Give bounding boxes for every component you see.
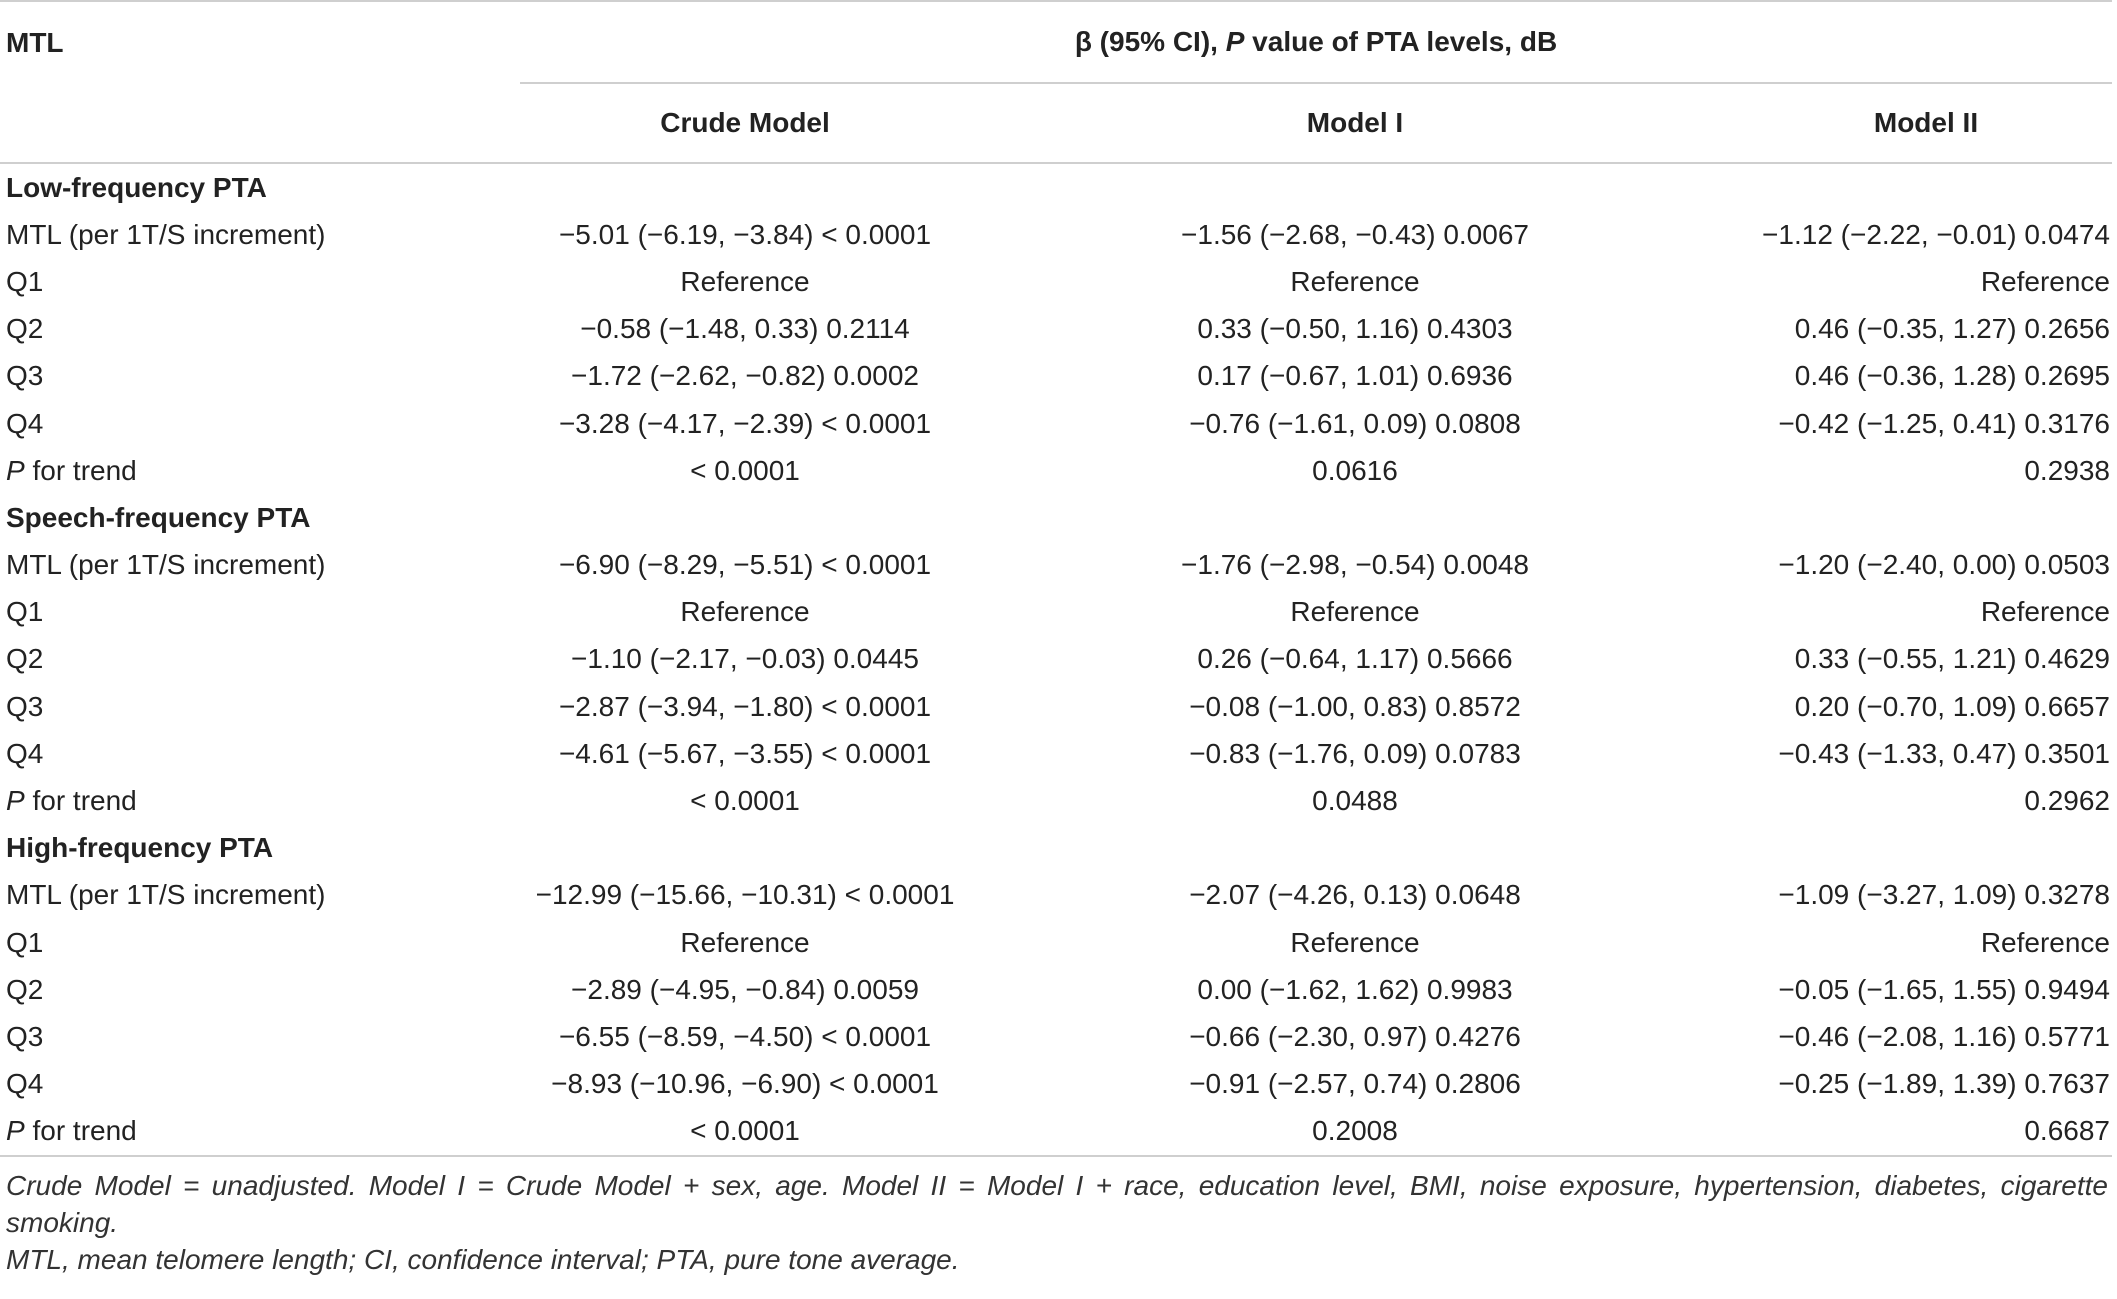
model-i-cell: 0.33 (−0.50, 1.16) 0.4303 [1197, 313, 1513, 345]
row-label: Q4 [6, 737, 44, 769]
header-span-title [520, 2, 2112, 83]
model-ii-cell: −0.05 (−1.65, 1.55) 0.9494 [1778, 973, 2110, 1005]
crude-model-cell: −1.72 (−2.62, −0.82) 0.0002 [571, 360, 919, 392]
table-row [0, 872, 2112, 919]
model-ii-cell: 0.2962 [2024, 785, 2110, 817]
row-label-rest: for trend [24, 1115, 137, 1147]
table-row [0, 730, 2112, 777]
model-ii-cell: 0.6687 [1740, 1108, 2112, 1156]
model-i-cell: 0.26 (−0.64, 1.17) 0.5666 [1197, 643, 1513, 675]
model-ii-cell: −0.46 (−2.08, 1.16) 0.5771 [1778, 1020, 2110, 1052]
row-label [0, 777, 520, 824]
table-row [0, 258, 2112, 305]
section-header-row [0, 163, 2112, 211]
crude-model-cell: −8.93 (−10.96, −6.90) < 0.0001 [551, 1068, 939, 1100]
table-row [0, 1013, 2112, 1060]
crude-model-cell: Reference [680, 265, 810, 297]
row-label: Q2 [6, 973, 44, 1005]
section-title: Speech-frequency PTA [6, 501, 311, 533]
model-ii-cell: 0.46 (−0.35, 1.27) 0.2656 [1794, 313, 2110, 345]
model-i-cell: −2.07 (−4.26, 0.13) 0.0648 [1189, 879, 1521, 911]
header-crude-model: Crude Model [520, 83, 970, 163]
model-i-cell: −0.66 (−2.30, 0.97) 0.4276 [1189, 1020, 1521, 1052]
table-row [0, 683, 2112, 730]
model-i-cell: 0.00 (−1.62, 1.62) 0.9983 [1197, 973, 1513, 1005]
crude-model-cell: −6.55 (−8.59, −4.50) < 0.0001 [558, 1020, 932, 1052]
crude-model-cell: −2.89 (−4.95, −0.84) 0.0059 [571, 973, 919, 1005]
header-row-2 [0, 83, 2112, 163]
model-i-cell: 0.0488 [1312, 785, 1398, 817]
model-ii-cell: Reference [1980, 926, 2110, 958]
footnote-abbreviations: MTL, mean telomere length; CI, confidence interval; PTA, pure tone average. [6, 1243, 960, 1275]
model-i-cell: Reference [1290, 926, 1420, 958]
header-row-1 [0, 2, 2112, 83]
model-i-cell: 0.0616 [1312, 454, 1398, 486]
model-ii-cell: −1.09 (−3.27, 1.09) 0.3278 [1778, 879, 2110, 911]
table-row [0, 353, 2112, 400]
model-i-cell: −0.91 (−2.57, 0.74) 0.2806 [1189, 1068, 1521, 1100]
table-row [0, 777, 2112, 824]
row-label-rest: for trend [24, 454, 137, 486]
row-label-italic: P [6, 1115, 25, 1147]
crude-model-cell: Reference [680, 926, 810, 958]
section-title: Low-frequency PTA [6, 171, 267, 203]
row-label: Q3 [6, 1020, 44, 1052]
row-label: Q3 [6, 360, 44, 392]
model-ii-cell: −1.12 (−2.22, −0.01) 0.0474 [1762, 218, 2110, 250]
crude-model-cell: −5.01 (−6.19, −3.84) < 0.0001 [558, 218, 932, 250]
row-label: Q1 [6, 596, 44, 628]
crude-model-cell: Reference [680, 596, 810, 628]
crude-model-cell: −6.90 (−8.29, −5.51) < 0.0001 [558, 549, 932, 581]
model-i-cell: −1.76 (−2.98, −0.54) 0.0048 [1181, 549, 1529, 581]
row-label: Q4 [6, 1068, 44, 1100]
table-row [0, 1061, 2112, 1108]
header-span-rest: value of PTA levels, dB [1244, 26, 1558, 57]
table-row [0, 589, 2112, 636]
model-ii-cell: 0.46 (−0.36, 1.28) 0.2695 [1794, 360, 2110, 392]
model-i-cell: Reference [1290, 596, 1420, 628]
row-label: Q3 [6, 690, 44, 722]
row-label: Q1 [6, 926, 44, 958]
crude-model-cell: < 0.0001 [690, 454, 800, 486]
section-header-row [0, 494, 2112, 541]
model-i-cell: −0.76 (−1.61, 0.09) 0.0808 [1189, 407, 1521, 439]
crude-model-cell: −2.87 (−3.94, −1.80) < 0.0001 [558, 690, 932, 722]
row-label [0, 1108, 520, 1156]
table-row [0, 636, 2112, 683]
section-title: High-frequency PTA [6, 832, 274, 864]
model-ii-cell: 0.20 (−0.70, 1.09) 0.6657 [1794, 690, 2110, 722]
section-header-row [0, 825, 2112, 872]
row-label: Q1 [6, 265, 44, 297]
row-label: Q4 [6, 407, 44, 439]
crude-model-cell: < 0.0001 [690, 785, 800, 817]
table-body [0, 163, 2112, 1156]
row-label: Q2 [6, 643, 44, 675]
model-ii-cell: 0.33 (−0.55, 1.21) 0.4629 [1794, 643, 2110, 675]
crude-model-cell: −12.99 (−15.66, −10.31) < 0.0001 [535, 879, 955, 911]
table-row [0, 966, 2112, 1013]
model-ii-cell: 0.2938 [2024, 454, 2110, 486]
table-row [0, 211, 2112, 258]
table-row [0, 1108, 2112, 1156]
model-i-cell: 0.17 (−0.67, 1.01) 0.6936 [1197, 360, 1513, 392]
table-row [0, 306, 2112, 353]
model-ii-cell: Reference [1980, 265, 2110, 297]
model-i-cell: −0.08 (−1.00, 0.83) 0.8572 [1189, 690, 1521, 722]
crude-model-cell: −0.58 (−1.48, 0.33) 0.2114 [580, 313, 910, 345]
model-ii-cell: Reference [1980, 596, 2110, 628]
row-label [0, 447, 520, 494]
row-label: MTL (per 1T/S increment) [6, 549, 326, 581]
header-blank [0, 83, 520, 163]
table-footnote [0, 1157, 2112, 1278]
model-i-cell: −1.56 (−2.68, −0.43) 0.0067 [1181, 218, 1529, 250]
row-label: MTL (per 1T/S increment) [6, 879, 326, 911]
header-model-i: Model I [970, 83, 1740, 163]
row-label-rest: for trend [24, 785, 137, 817]
table-row [0, 400, 2112, 447]
row-label: Q2 [6, 313, 44, 345]
model-ii-cell: −0.43 (−1.33, 0.47) 0.3501 [1778, 737, 2110, 769]
model-ii-cell: −1.20 (−2.40, 0.00) 0.0503 [1778, 549, 2110, 581]
model-ii-cell: −0.42 (−1.25, 0.41) 0.3176 [1778, 407, 2110, 439]
model-ii-cell: −0.25 (−1.89, 1.39) 0.7637 [1778, 1068, 2110, 1100]
model-i-cell: Reference [1290, 265, 1420, 297]
header-span-p: P [1225, 26, 1245, 57]
crude-model-cell: −3.28 (−4.17, −2.39) < 0.0001 [558, 407, 932, 439]
row-label-italic: P [6, 454, 25, 486]
footnote-models: Crude Model = unadjusted. Model I = Crude Model + sex, age. Model II = Model I + race, education level, BMI, noise exposure, hypertension, diabetes, cigarette smoking. [6, 1169, 2108, 1238]
table-row [0, 542, 2112, 589]
crude-model-cell: < 0.0001 [520, 1108, 970, 1156]
header-mtl: MTL [6, 26, 64, 58]
model-i-cell: −0.83 (−1.76, 0.09) 0.0783 [1189, 737, 1521, 769]
model-i-cell: 0.2008 [970, 1108, 1740, 1156]
header-span-beta: β (95% CI), [1074, 26, 1226, 57]
crude-model-cell: −1.10 (−2.17, −0.03) 0.0445 [571, 643, 919, 675]
row-label: MTL (per 1T/S increment) [6, 218, 326, 250]
table-row [0, 447, 2112, 494]
header-model-ii: Model II [1740, 83, 2112, 163]
row-label-italic: P [6, 785, 25, 817]
table-row [0, 919, 2112, 966]
crude-model-cell: −4.61 (−5.67, −3.55) < 0.0001 [558, 737, 932, 769]
